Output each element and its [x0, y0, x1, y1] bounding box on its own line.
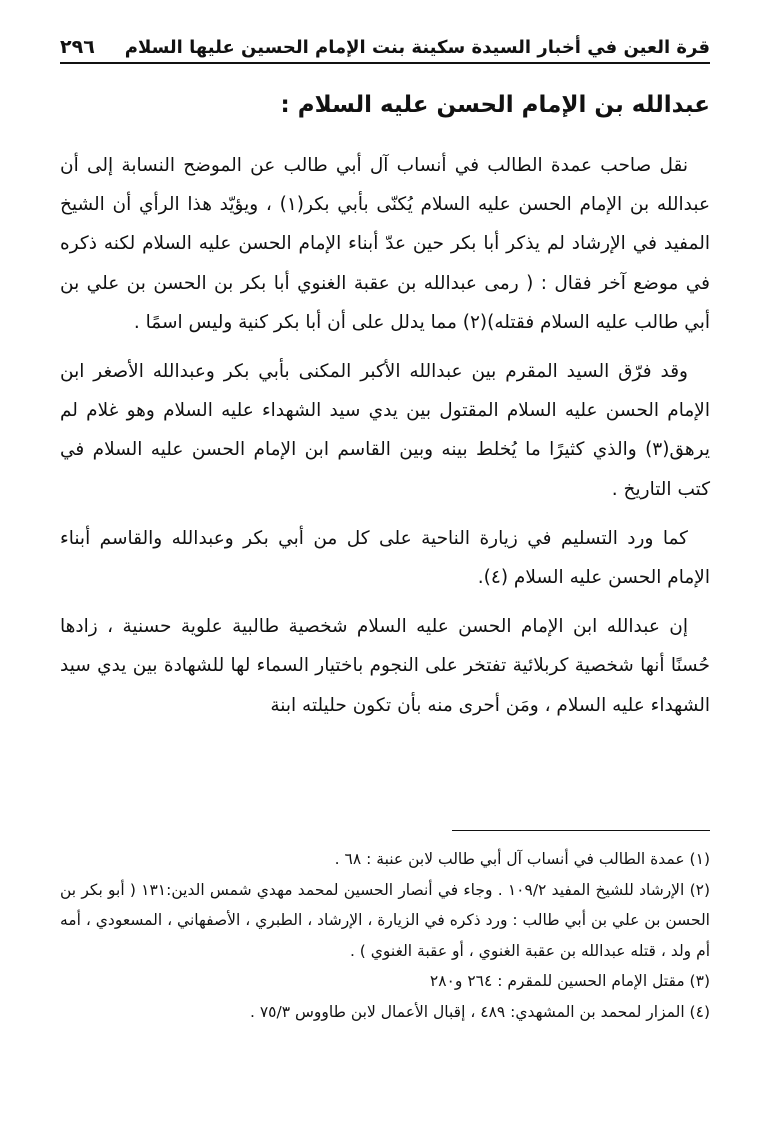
paragraph: كما ورد التسليم في زيارة الناحية على كل من أبي بكر وعبدالله والقاسم أبناء الإمام الحسن عليه السلام (٤). [60, 527, 710, 589]
footnote-divider [452, 830, 710, 831]
footnote: (٢) الإرشاد للشيخ المفيد ١٠٩/٢ . وجاء في أنصار الحسين لمحمد مهدي شمس الدين:١٣١ ( أبو بكر بن الحسن بن علي بن أبي طالب : ورد ذكره في الزيارة ، الإرشاد ، الطبري ، الأصفهاني ، المسعودي ، أمه أم ولد ، قتله عبدالله بن عقبة الغنوي ، أو عقبة الغنوي ) . [60, 880, 711, 960]
paragraph: وقد فرّق السيد المقرم بين عبدالله الأكبر المكنى بأبي بكر وعبدالله الأصغر ابن الإمام الحسن عليه السلام المقتول بين يدي سيد الشهداء عليه السلام وهو غلام لم يرهق(٣) والذي كثيرًا ما يُخلط بينه وبين القاسم ابن الإمام الحسن عليه السلام في كتب التاريخ . [60, 361, 710, 500]
page-number: ٢٩٦ [60, 36, 95, 58]
page-header [60, 24, 710, 64]
body-text [60, 146, 710, 735]
footnote: (٤) المزار لمحمد بن المشهدي: ٤٨٩ ، إقبال الأعمال لابن طاووس ٧٥/٣ . [250, 1002, 710, 1021]
footnote: (١) عمدة الطالب في أنساب آل أبي طالب لابن عنبة : ٦٨ . [334, 850, 710, 868]
footnotes [60, 844, 710, 1028]
running-title: قرة العين في أخبار السيدة سكينة بنت الإمام الحسين عليها السلام [124, 37, 710, 58]
section-heading: عبدالله بن الإمام الحسن عليه السلام : [280, 92, 710, 118]
footnote: (٣) مقتل الإمام الحسين للمقرم : ٢٦٤ و٢٨٠ [429, 972, 710, 991]
paragraph: نقل صاحب عمدة الطالب في أنساب آل أبي طالب عن الموضح النسابة إلى أن عبدالله بن الإمام الحسن عليه السلام يُكنّى بأبي بكر(١) ، ويؤيّد هذا الرأي أن الشيخ المفيد في الإرشاد لم يذكر أبا بكر حين عدّ أبناء الإمام الحسن عليه السلام لكنه ذكره في موضع آخر فقال : ( رمى عبدالله بن عقبة الغنوي أبا بكر بن الحسن بن علي بن أبي طالب عليه السلام فقتله)(٢) مما يدلل على أن أبا بكر كنية وليس اسمًا . [60, 155, 710, 333]
paragraph: إن عبدالله ابن الإمام الحسن عليه السلام شخصية طالبية علوية حسنية ، زادها حُسنًا أنها شخصية كربلائية تفتخر على النجوم باختيار السماء لها للشهادة بين يدي سيد الشهداء عليه السلام ، ومَن أحرى منه بأن تكون حليلته ابنة [60, 616, 710, 716]
